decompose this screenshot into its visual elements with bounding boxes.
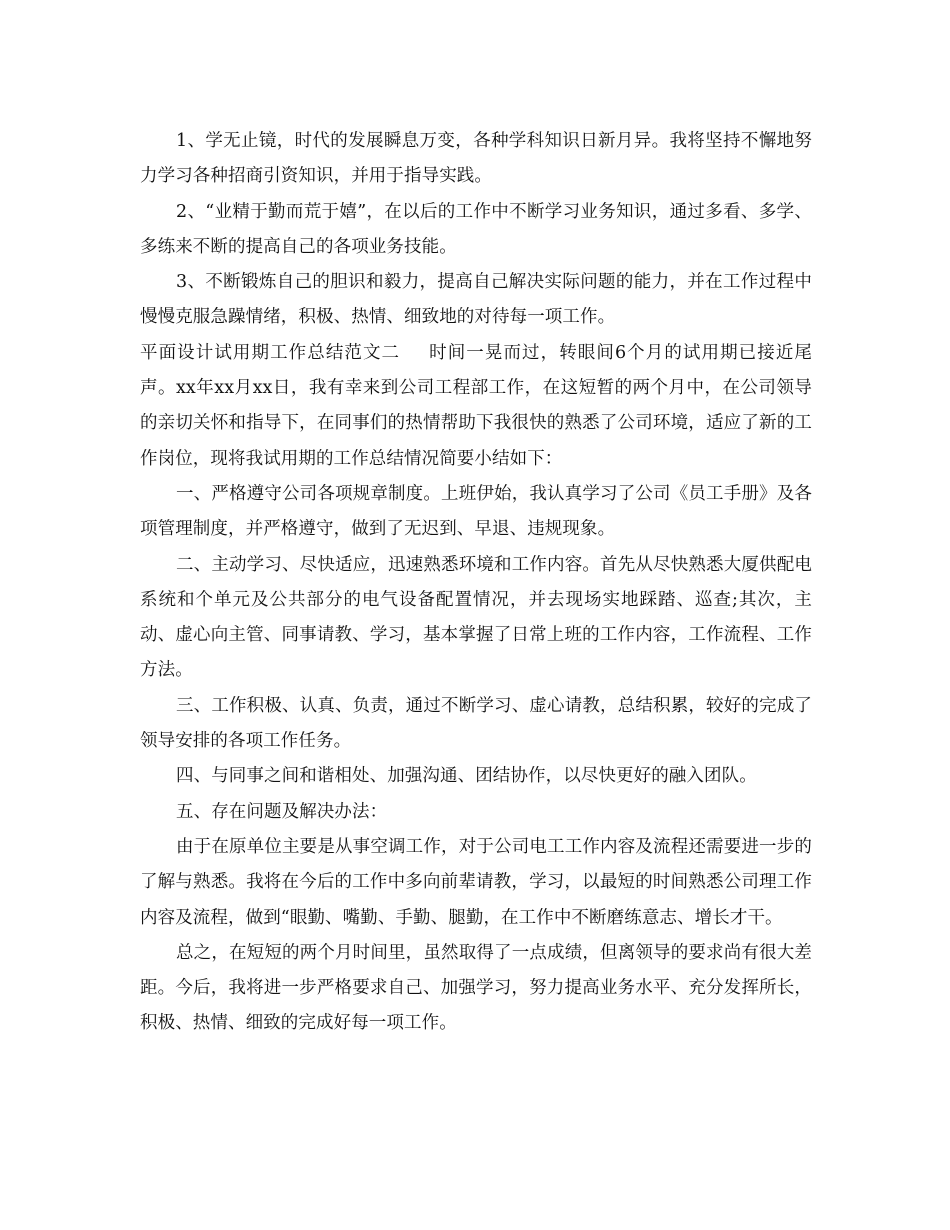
item-4: 四、与同事之间和谐相处、加强沟通、团结协作，以尽快更好的融入团队。 bbox=[176, 766, 757, 787]
section-intro: 时间一晃而过，转眼间6个月的试用期已接近尾声。xx年xx月xx日，我有幸来到公司工程部工作，在这短暂的两个月中，在公司领导的亲切关怀和指导下，在同事们的热情帮助下我很快的熟悉了公司环境，适应了新的工作岗位，现将我试用期的工作总结情况简要小结如下： bbox=[140, 342, 813, 469]
paragraph-1: 1、学无止镜，时代的发展瞬息万变，各种学科知识日新月异。我将坚持不懈地努力学习各种招商引资知识，并用于指导实践。 bbox=[140, 131, 812, 187]
section-paragraph bbox=[140, 336, 812, 477]
item-5: 五、存在问题及解决办法： bbox=[176, 801, 388, 822]
item-7: 总之，在短短的两个月时间里，虽然取得了一点成绩，但离领导的要求尚有很大差距。今后，我将进一步严格要求自己、加强学习，努力提高业务水平、充分发挥所长，积极、热情、细致的完成好每一项工作。 bbox=[140, 942, 812, 1034]
paragraph-3: 3、不断锻炼自己的胆识和毅力，提高自己解决实际问题的能力，并在工作过程中慢慢克服急躁情绪，积极、热情、细致地的对待每一项工作。 bbox=[140, 272, 812, 328]
item-1: 一、严格遵守公司各项规章制度。上班伊始，我认真学习了公司《员工手册》及各项管理制度，并严格遵守，做到了无迟到、早退、违规现象。 bbox=[140, 483, 812, 540]
item-2: 二、主动学习、尽快适应，迅速熟悉环境和工作内容。首先从尽快熟悉大厦供配电系统和个单元及公共部分的电气设备配置情况，并去现场实地踩踏、巡查;其次，主动、虚心向主管、同事请教、学习，基本掌握了日常上班的工作内容，工作流程、工作方法。 bbox=[140, 554, 812, 681]
item-6: 由于在原单位主要是从事空调工作，对于公司电工工作内容及流程还需要进一步的了解与熟悉。我将在今后的工作中多向前辈请教，学习，以最短的时间熟悉公司理工作内容及流程，做到“眼勤、嘴勤、手勤、腿勤，在工作中不断磨练意志、增长才干。 bbox=[140, 836, 812, 928]
section-title: 平面设计试用期工作总结范文二 bbox=[140, 342, 401, 363]
document-body bbox=[140, 124, 812, 1042]
paragraph-2: 2、“业精于勤而荒于嬉”，在以后的工作中不断学习业务知识，通过多看、多学、多练来不断的提高自己的各项业务技能。 bbox=[140, 201, 812, 257]
item-3: 三、工作积极、认真、负责，通过不断学习、虚心请教，总结积累，较好的完成了领导安排的各项工作任务。 bbox=[140, 695, 812, 752]
